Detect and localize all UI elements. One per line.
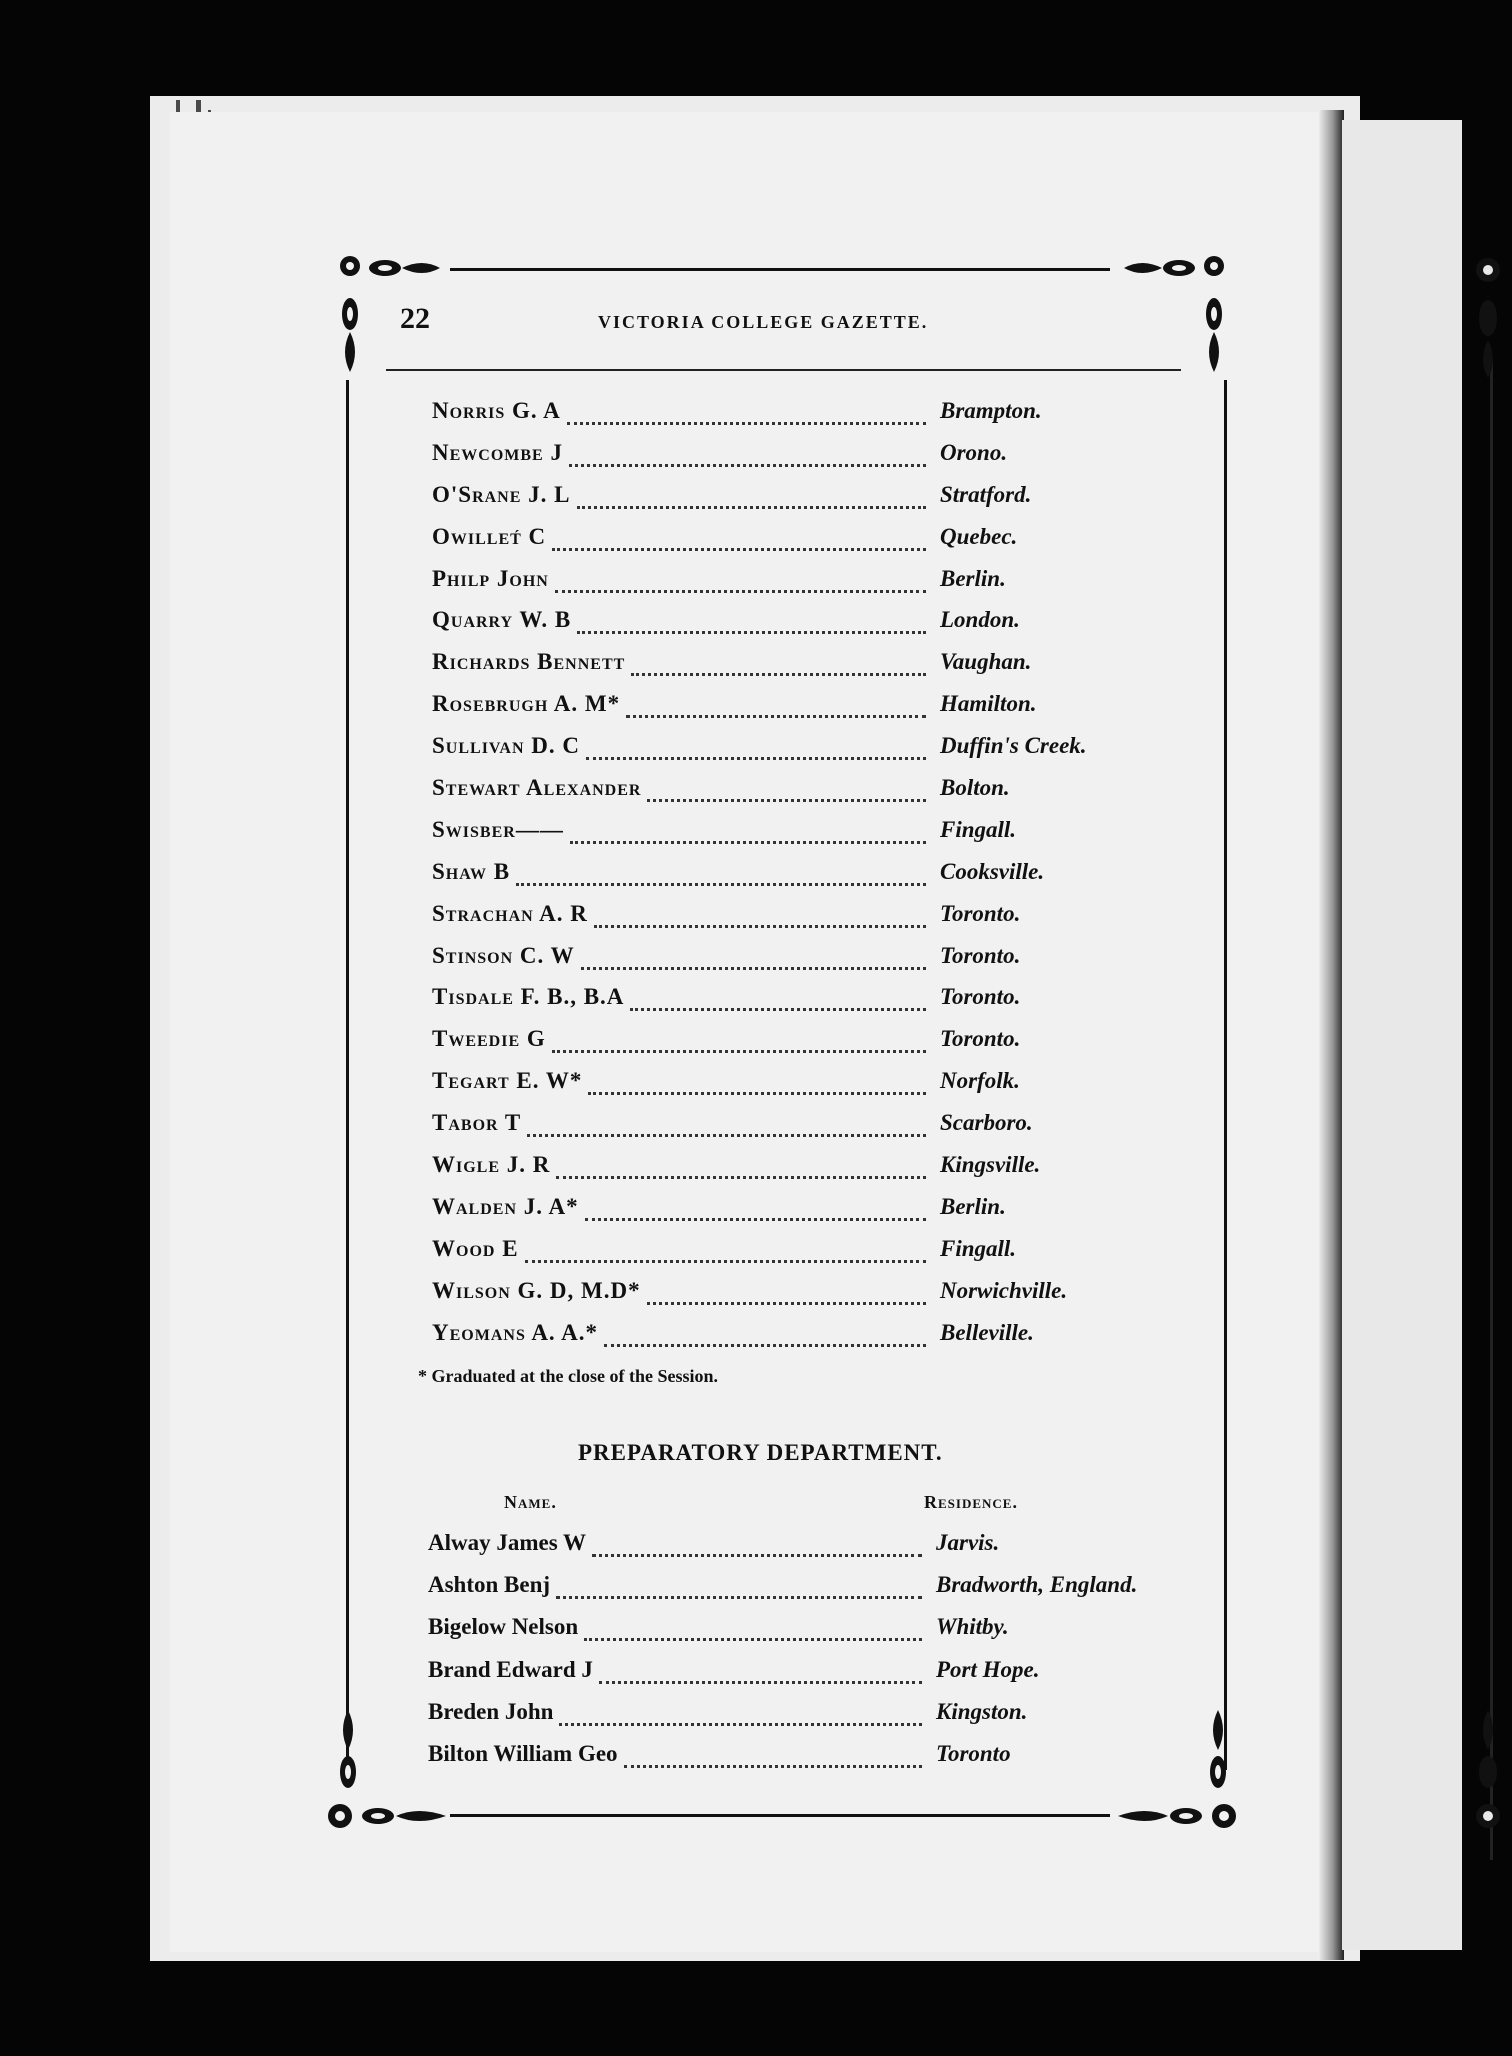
leader-dots — [552, 528, 926, 551]
entry-name: Breden John — [428, 1698, 554, 1724]
entry-residence: Cooksville. — [940, 858, 1045, 884]
entry-name: Rosebrugh A. M* — [432, 691, 621, 717]
entry-residence: Belleville. — [940, 1319, 1034, 1345]
list-item — [428, 1530, 1208, 1572]
leader-dots — [626, 695, 926, 718]
entry-name: Brand Edward J — [428, 1656, 593, 1682]
entry-residence: Vaughan. — [940, 649, 1032, 675]
entry-name: Shaw B — [432, 858, 511, 884]
entry-residence: Orono. — [940, 439, 1008, 465]
list-item — [432, 775, 1192, 817]
list-item — [432, 1110, 1192, 1152]
entry-residence: Hamilton. — [940, 691, 1037, 717]
leader-dots — [527, 1114, 926, 1137]
entry-residence: Stratford. — [940, 481, 1032, 507]
list-item — [432, 1152, 1192, 1194]
entry-residence: Toronto. — [940, 942, 1021, 968]
entry-name: Tisdale F. B., B.A — [432, 984, 625, 1010]
header-rule — [386, 369, 1181, 371]
list-item — [432, 859, 1192, 901]
entry-name: Bigelow Nelson — [428, 1614, 579, 1640]
leader-dots — [567, 402, 926, 425]
entry-name: Richards Bennett — [432, 649, 626, 675]
list-item — [432, 1194, 1192, 1236]
entry-name: Bilton William Geo — [428, 1740, 618, 1766]
list-item — [432, 1068, 1192, 1110]
leader-dots — [630, 988, 926, 1011]
leader-dots — [647, 779, 926, 802]
list-item — [428, 1741, 1208, 1783]
entry-residence: Berlin. — [940, 1193, 1006, 1219]
list-item — [432, 482, 1192, 524]
entry-residence: Whitby. — [936, 1614, 1009, 1640]
entry-residence: Berlin. — [940, 565, 1006, 591]
entry-name: Walden J. A* — [432, 1193, 579, 1219]
entry-name: Swisber—— — [432, 816, 564, 842]
leader-dots — [599, 1661, 922, 1684]
entry-residence: Toronto. — [940, 984, 1021, 1010]
column-header-residence: Residence. — [924, 1492, 1018, 1512]
list-item — [432, 607, 1192, 649]
leader-dots — [624, 1745, 922, 1768]
entry-name: Stinson C. W — [432, 942, 575, 968]
footnote: * Graduated at the close of the Session. — [418, 1366, 718, 1386]
list-item — [428, 1572, 1208, 1614]
frame-left — [346, 380, 349, 1770]
frame-bottom — [450, 1814, 1110, 1817]
entry-residence: Kingston. — [936, 1698, 1028, 1724]
entry-residence: Scarboro. — [940, 1110, 1033, 1136]
corner-ornament-icon — [330, 244, 460, 384]
list-item — [432, 1320, 1192, 1362]
entry-name: Wilson G. D, M.D* — [432, 1277, 641, 1303]
list-item — [432, 566, 1192, 608]
leader-dots — [555, 570, 926, 593]
entry-residence: Bradworth, England. — [936, 1572, 1138, 1598]
entry-name: Newcombe J — [432, 439, 563, 465]
entry-residence: Toronto. — [940, 1026, 1021, 1052]
frame-top — [450, 268, 1110, 271]
list-item — [432, 1278, 1192, 1320]
entry-name: Stewart Alexander — [432, 775, 642, 801]
entry-name: Tweedie G — [432, 1026, 546, 1052]
entry-residence: Quebec. — [940, 523, 1018, 549]
list-item — [432, 901, 1192, 943]
student-list — [432, 398, 1192, 1361]
list-item — [432, 943, 1192, 985]
leader-dots — [604, 1324, 926, 1347]
leader-dots — [647, 1282, 926, 1305]
entry-name: Yeomans A. A.* — [432, 1319, 599, 1345]
list-item — [432, 1026, 1192, 1068]
list-item — [428, 1614, 1208, 1656]
leader-dots — [552, 1030, 926, 1053]
entry-residence: Brampton. — [940, 398, 1042, 423]
leader-dots — [585, 1198, 926, 1221]
list-item — [432, 440, 1192, 482]
preparatory-list — [428, 1530, 1208, 1783]
leader-dots — [581, 947, 926, 970]
entry-name: Strachan A. R — [432, 900, 588, 926]
entry-residence: London. — [940, 607, 1020, 633]
list-item — [432, 524, 1192, 566]
entry-name: Ashton Benj — [428, 1572, 551, 1598]
list-item — [432, 1236, 1192, 1278]
entry-residence: Norwichville. — [940, 1277, 1068, 1303]
leader-dots — [525, 1240, 926, 1263]
list-item — [432, 984, 1192, 1026]
leader-dots — [631, 653, 926, 676]
leader-dots — [556, 1576, 922, 1599]
entry-residence: Duffin's Creek. — [940, 733, 1087, 759]
book-gutter — [1318, 110, 1344, 1960]
page-number: 22 — [400, 302, 430, 335]
facing-page-border — [1490, 360, 1493, 1860]
entry-name: Tabor T — [432, 1110, 522, 1136]
list-item — [432, 733, 1192, 775]
list-item — [432, 649, 1192, 691]
entry-residence: Fingall. — [940, 1235, 1017, 1261]
leader-dots — [586, 737, 926, 760]
entry-residence: Jarvis. — [936, 1530, 1000, 1555]
entry-name: O'Srane J. L — [432, 481, 571, 507]
entry-residence: Toronto. — [940, 900, 1021, 926]
leader-dots — [559, 1703, 922, 1726]
running-title: VICTORIA COLLEGE GAZETTE. — [598, 312, 929, 332]
leader-dots — [516, 863, 926, 886]
leader-dots — [569, 444, 926, 467]
column-header-name: Name. — [504, 1492, 557, 1512]
section-title: PREPARATORY DEPARTMENT. — [578, 1440, 943, 1465]
list-item — [432, 817, 1192, 859]
list-item — [432, 691, 1192, 733]
list-item — [428, 1699, 1208, 1741]
entry-residence: Fingall. — [940, 816, 1017, 842]
entry-name: Philp John — [432, 565, 549, 591]
entry-name: Owillet́ C — [432, 523, 547, 549]
list-item — [432, 398, 1192, 440]
entry-name: Wigle J. R — [432, 1152, 551, 1178]
entry-name: Tegart E. W* — [432, 1068, 583, 1094]
leader-dots — [570, 821, 926, 844]
entry-residence: Bolton. — [940, 775, 1010, 801]
entry-name: Wood E — [432, 1235, 519, 1261]
leader-dots — [594, 905, 926, 928]
entry-residence: Norfolk. — [940, 1068, 1020, 1094]
entry-residence: Toronto — [936, 1740, 1011, 1766]
entry-name: Quarry W. B — [432, 607, 572, 633]
facing-page — [1342, 120, 1462, 1950]
leader-dots — [588, 1072, 926, 1095]
leader-dots — [592, 1534, 922, 1557]
entry-residence: Port Hope. — [936, 1656, 1040, 1682]
frame-right — [1224, 380, 1227, 1770]
facing-page-ornament-icon — [1466, 250, 1510, 380]
leader-dots — [577, 611, 926, 634]
leader-dots — [556, 1156, 926, 1179]
facing-page-ornament-icon — [1466, 1700, 1510, 1840]
corner-ornament-icon — [1104, 244, 1234, 384]
leader-dots — [577, 486, 926, 509]
list-item — [428, 1657, 1208, 1699]
entry-residence: Kingsville. — [940, 1152, 1041, 1178]
entry-name: Alway James W — [428, 1530, 587, 1555]
entry-name: Sullivan D. C — [432, 733, 580, 759]
entry-name: Norris G. A — [432, 398, 561, 423]
leader-dots — [584, 1618, 922, 1641]
